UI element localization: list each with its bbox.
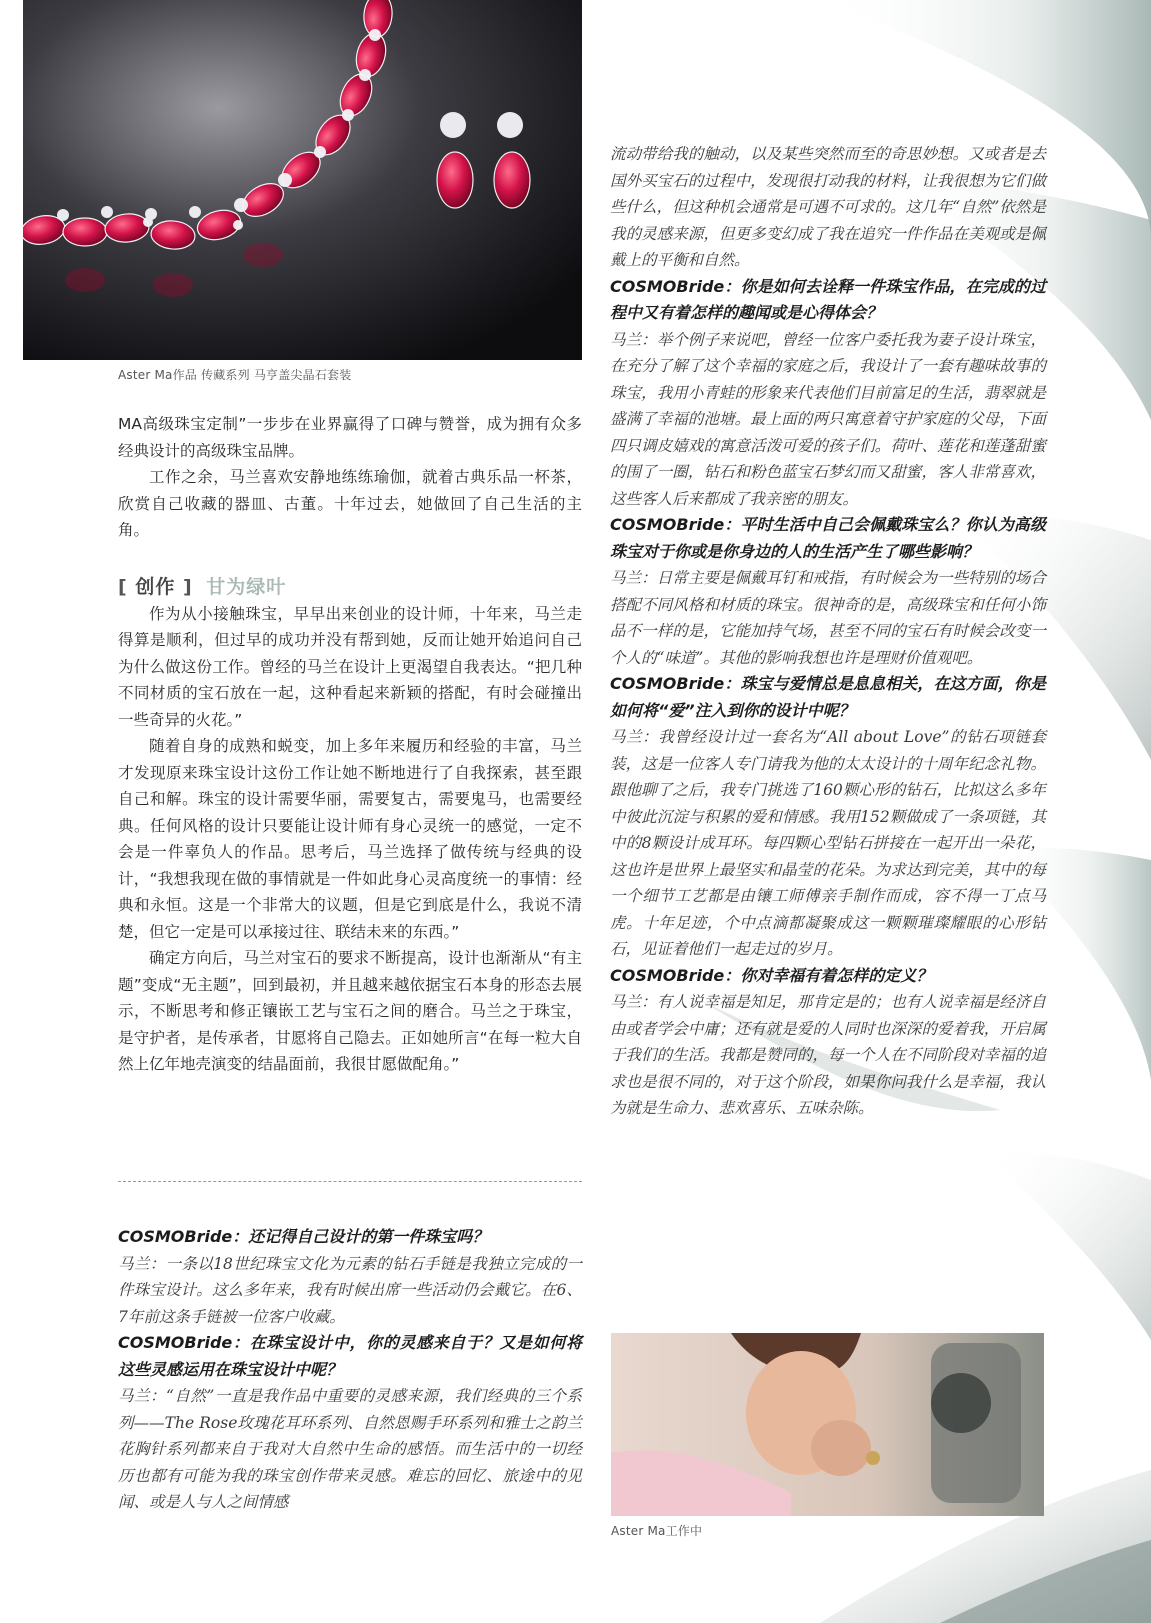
qa-answer: 马兰：日常主要是佩戴耳钉和戒指，有时候会为一些特别的场合搭配不同风格和材质的珠宝。很神奇的是，高级珠宝和任何小饰品不一样的是，它能加持气场，甚至不同的宝石有时候会改变一个人的“味道”。其他的影响我想也许是理财价值观吧。	[610, 569, 1046, 667]
heading-bracket-open: [	[118, 575, 128, 598]
qa-question: COSMOBride：你是如何去诠释一件珠宝作品，在完成的过程中又有着怎样的趣闻或是心得体会？	[610, 276, 1046, 322]
hero-caption: Aster Ma作品 传藏系列 马亨盖尖晶石套装	[118, 368, 352, 382]
qa-question: COSMOBride：在珠宝设计中，你的灵感来自于？又是如何将这些灵感运用在珠宝设计中呢？	[118, 1333, 582, 1379]
photo-caption: Aster Ma工作中	[611, 1524, 703, 1538]
heading-subtitle: 甘为绿叶	[206, 575, 287, 598]
section-heading	[118, 572, 582, 599]
heading-bracket-close: ]	[182, 575, 193, 598]
designer-working-photo	[611, 1333, 1044, 1516]
right-column	[610, 141, 1046, 1122]
hero-jewelry-photo	[23, 0, 582, 360]
body-paragraph: 随着自身的成熟和蜕变，加上多年来履历和经验的丰富，马兰才发现原来珠宝设计这份工作让她不断地进行了自我探索，甚至跟自己和解。珠宝的设计需要华丽，需要复古，需要鬼马，也需要经典。任何风格的设计只要能让设计师有身心灵统一的感觉，一定不会是一件辜负人的作品。思考后，马兰选择了做传统与经典的设计，“我想我现在做的事情就是一件如此身心灵高度统一的事情：经典和永恒。这是一个非常大的议题，但是它到底是什么，我说不清楚，但它一定是可以承接过往、联结未来的东西。”	[118, 737, 582, 941]
intro-paragraph-2: 工作之余，马兰喜欢安静地练练瑜伽，就着古典乐品一杯茶，欣赏自己收藏的器皿、古董。十年过去，她做回了自己生活的主角。	[118, 468, 582, 539]
body-paragraph: 确定方向后，马兰对宝石的要求不断提高，设计也渐渐从“有主题”变成“无主题”，回到最初，并且越来越依据宝石本身的形态去展示，不断思考和修正镶嵌工艺与宝石之间的磨合。马兰之于珠宝，是守护者，是传承者，甘愿将自己隐去。正如她所言“在每一粒大自然上亿年地壳演变的结晶面前，我很甘愿做配角。”	[118, 949, 582, 1073]
qa-answer: 马兰：有人说幸福是知足，那肯定是的；也有人说幸福是经济自由或者学会中庸；还有就是爱的人同时也深深的爱着我，开启属于我们的生活。我都是赞同的，每一个人在不同阶段对幸福的追求也是很不同的，对于这个阶段，如果你问我什么是幸福，我认为就是生命力、悲欢喜乐、五味杂陈。	[610, 993, 1046, 1117]
left-qa	[118, 1224, 582, 1516]
qa-question: COSMOBride：平时生活中自己会佩戴珠宝么？你认为高级珠宝对于你或是你身边的人的生活产生了哪些影响？	[610, 515, 1046, 561]
heading-keyword: 创作	[135, 575, 176, 598]
qa-answer-continuation: 流动带给我的触动，以及某些突然而至的奇思妙想。又或者是去国外买宝石的过程中，发现很打动我的材料，让我很想为它们做些什么，但这种机会通常是可遇不可求的。这几年“自然”依然是我的灵感来源，但更多变幻成了我在追究一件作品在美观或是佩戴上的平衡和自然。	[610, 145, 1046, 269]
qa-answer: 马兰：我曾经设计过一套名为“All about Love”的钻石项链套装，这是一位客人专门请我为他的太太设计的十周年纪念礼物。跟他聊了之后，我专门挑选了160颗心形的钻石，比拟这么多年中彼此沉淀与积累的爱和情感。我用152颗做成了一条项链，其中的8颗设计成耳环。每四颗心型钻石拼接在一起开出一朵花，这也许是世界上最坚实和晶莹的花朵。为求达到完美，其中的每一个细节工艺都是由镶工师傅亲手制作而成，容不得一丁点马虎。十年足迹，个中点滴都凝聚成这一颗颗璀璨耀眼的心形钻石，见证着他们一起走过的岁月。	[610, 728, 1046, 958]
qa-question: COSMOBride：还记得自己设计的第一件珠宝吗？	[118, 1227, 489, 1246]
qa-question: COSMOBride：珠宝与爱情总是息息相关，在这方面，你是如何将“爱”注入到你的设计中呢？	[610, 674, 1046, 720]
section-divider	[118, 1181, 582, 1182]
qa-question: COSMOBride：你对幸福有着怎样的定义？	[610, 965, 933, 985]
qa-answer: 马兰：一条以18世纪珠宝文化为元素的钻石手链是我独立完成的一件珠宝设计。这么多年来，我有时候出席一些活动仍会戴它。在6、7年前这条手链被一位客户收藏。	[118, 1254, 582, 1326]
qa-answer: 马兰：举个例子来说吧，曾经一位客户委托我为妻子设计珠宝，在充分了解了这个幸福的家庭之后，我设计了一套有趣味故事的珠宝，我用小青蛙的形象来代表他们目前富足的生活，翡翠就是盛满了幸福的池塘。最上面的两只寓意着守护家庭的父母，下面四只调皮嬉戏的寓意活泼可爱的孩子们。荷叶、莲花和莲蓬甜蜜的围了一圈，钻石和粉色蓝宝石梦幻而又甜蜜，客人非常喜欢，这些客人后来都成了我亲密的朋友。	[610, 330, 1046, 508]
intro-paragraph-1: MA高级珠宝定制”一步步在业界赢得了口碑与赞誉，成为拥有众多经典设计的高级珠宝品牌。	[118, 415, 582, 460]
left-column	[118, 411, 582, 1078]
body-paragraph: 作为从小接触珠宝，早早出来创业的设计师，十年来，马兰走得算是顺利，但过早的成功并没有帮到她，反而让她开始追问自己为什么做这份工作。曾经的马兰在设计上更渴望自我表达。“把几种不同材质的宝石放在一起，这种看起来新颖的搭配，有时会碰撞出一些奇异的火花。”	[118, 604, 582, 729]
qa-answer: 马兰：“自然”一直是我作品中重要的灵感来源，我们经典的三个系列——The Rose玫瑰花耳环系列、自然恩赐手环系列和雅士之韵兰花胸针系列都来自于我对大自然中生命的感悟。而生活中的一切经历也都有可能为我的珠宝创作带来灵感。难忘的回忆、旅途中的见闻、或是人与人之间情感	[118, 1387, 582, 1511]
